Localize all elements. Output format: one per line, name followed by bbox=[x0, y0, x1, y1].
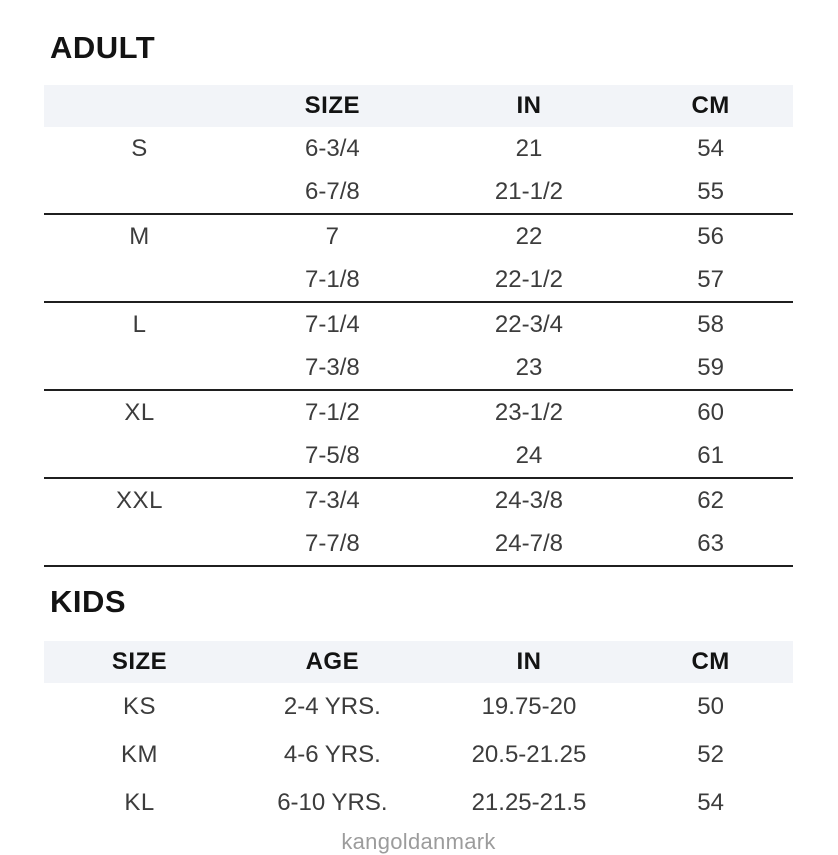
kids-header-age: AGE bbox=[235, 641, 430, 683]
size-label-l: L bbox=[132, 310, 147, 338]
adult-header-row bbox=[44, 85, 793, 127]
size-label-xl: XL bbox=[124, 398, 155, 426]
kids-header-size: SIZE bbox=[44, 641, 235, 683]
cell-size: 7-1/2 bbox=[305, 398, 360, 426]
cell-in: 24 bbox=[430, 434, 628, 478]
kids-header-row bbox=[44, 641, 793, 683]
cell-cm: 61 bbox=[628, 434, 793, 478]
size-label-empty bbox=[44, 522, 235, 566]
cell-cm: 58 bbox=[697, 310, 724, 338]
cell-cm: 57 bbox=[628, 258, 793, 302]
table-row bbox=[44, 258, 793, 302]
kids-header-cm: CM bbox=[628, 641, 793, 683]
cell-in: 21-1/2 bbox=[430, 170, 628, 214]
cell-cm: 60 bbox=[697, 398, 724, 426]
size-label-ks: KS bbox=[122, 693, 156, 720]
cell-cm: 55 bbox=[628, 170, 793, 214]
cell-age: 6-10 YRS. bbox=[277, 789, 388, 816]
adult-size-table bbox=[44, 85, 793, 567]
cell-cm: 62 bbox=[697, 486, 724, 514]
cell-size: 7-1/4 bbox=[305, 310, 360, 338]
cell-in: 24-7/8 bbox=[430, 522, 628, 566]
cell-in: 19.75-20 bbox=[481, 693, 577, 720]
cell-in: 22-1/2 bbox=[430, 258, 628, 302]
size-label-s: S bbox=[131, 134, 148, 162]
table-row bbox=[44, 779, 793, 827]
cell-size: 6-7/8 bbox=[235, 170, 430, 214]
size-label-empty bbox=[44, 346, 235, 390]
table-row bbox=[44, 434, 793, 478]
cell-cm: 63 bbox=[628, 522, 793, 566]
cell-cm: 54 bbox=[697, 789, 724, 816]
cell-in: 21 bbox=[515, 134, 543, 162]
table-row bbox=[44, 478, 793, 522]
cell-in: 22-3/4 bbox=[494, 310, 563, 338]
cell-size: 6-3/4 bbox=[305, 134, 360, 162]
cell-size: 7-3/8 bbox=[235, 346, 430, 390]
size-label-kl: KL bbox=[124, 789, 155, 816]
adult-header-size: SIZE bbox=[235, 85, 430, 127]
size-label-empty bbox=[44, 170, 235, 214]
adult-header-in: IN bbox=[430, 85, 628, 127]
cell-in: 23 bbox=[430, 346, 628, 390]
kids-section-title: KIDS bbox=[50, 584, 127, 619]
cell-cm: 52 bbox=[697, 741, 724, 768]
size-label-m: M bbox=[129, 222, 150, 250]
cell-in: 20.5-21.25 bbox=[471, 741, 587, 768]
table-row bbox=[44, 127, 793, 170]
cell-size: 7-1/8 bbox=[235, 258, 430, 302]
cell-cm: 50 bbox=[697, 693, 724, 720]
size-label-km: KM bbox=[120, 741, 158, 768]
cell-size: 7-7/8 bbox=[235, 522, 430, 566]
table-row bbox=[44, 683, 793, 731]
cell-size: 7-5/8 bbox=[235, 434, 430, 478]
cell-cm: 56 bbox=[697, 222, 724, 250]
table-row bbox=[44, 214, 793, 258]
kids-size-table bbox=[44, 641, 793, 827]
cell-cm: 54 bbox=[697, 134, 724, 162]
table-row bbox=[44, 522, 793, 566]
size-label-xxl: XXL bbox=[116, 486, 163, 514]
cell-size: 7 bbox=[325, 222, 340, 250]
cell-in: 24-3/8 bbox=[494, 486, 563, 514]
cell-in: 22 bbox=[515, 222, 543, 250]
watermark-text: kangoldanmark bbox=[341, 829, 496, 854]
table-row bbox=[44, 302, 793, 346]
cell-age: 4-6 YRS. bbox=[283, 741, 381, 768]
cell-size: 7-3/4 bbox=[305, 486, 360, 514]
adult-header-cm: CM bbox=[628, 85, 793, 127]
adult-header-blank bbox=[44, 85, 235, 127]
cell-in: 21.25-21.5 bbox=[471, 789, 587, 816]
table-row bbox=[44, 170, 793, 214]
adult-section-title: ADULT bbox=[50, 30, 156, 65]
cell-in: 23-1/2 bbox=[494, 398, 563, 426]
cell-cm: 59 bbox=[628, 346, 793, 390]
cell-age: 2-4 YRS. bbox=[283, 693, 381, 720]
table-row bbox=[44, 390, 793, 434]
size-label-empty bbox=[44, 434, 235, 478]
table-row bbox=[44, 731, 793, 779]
kids-header-in: IN bbox=[430, 641, 628, 683]
table-row bbox=[44, 346, 793, 390]
size-label-empty bbox=[44, 258, 235, 302]
